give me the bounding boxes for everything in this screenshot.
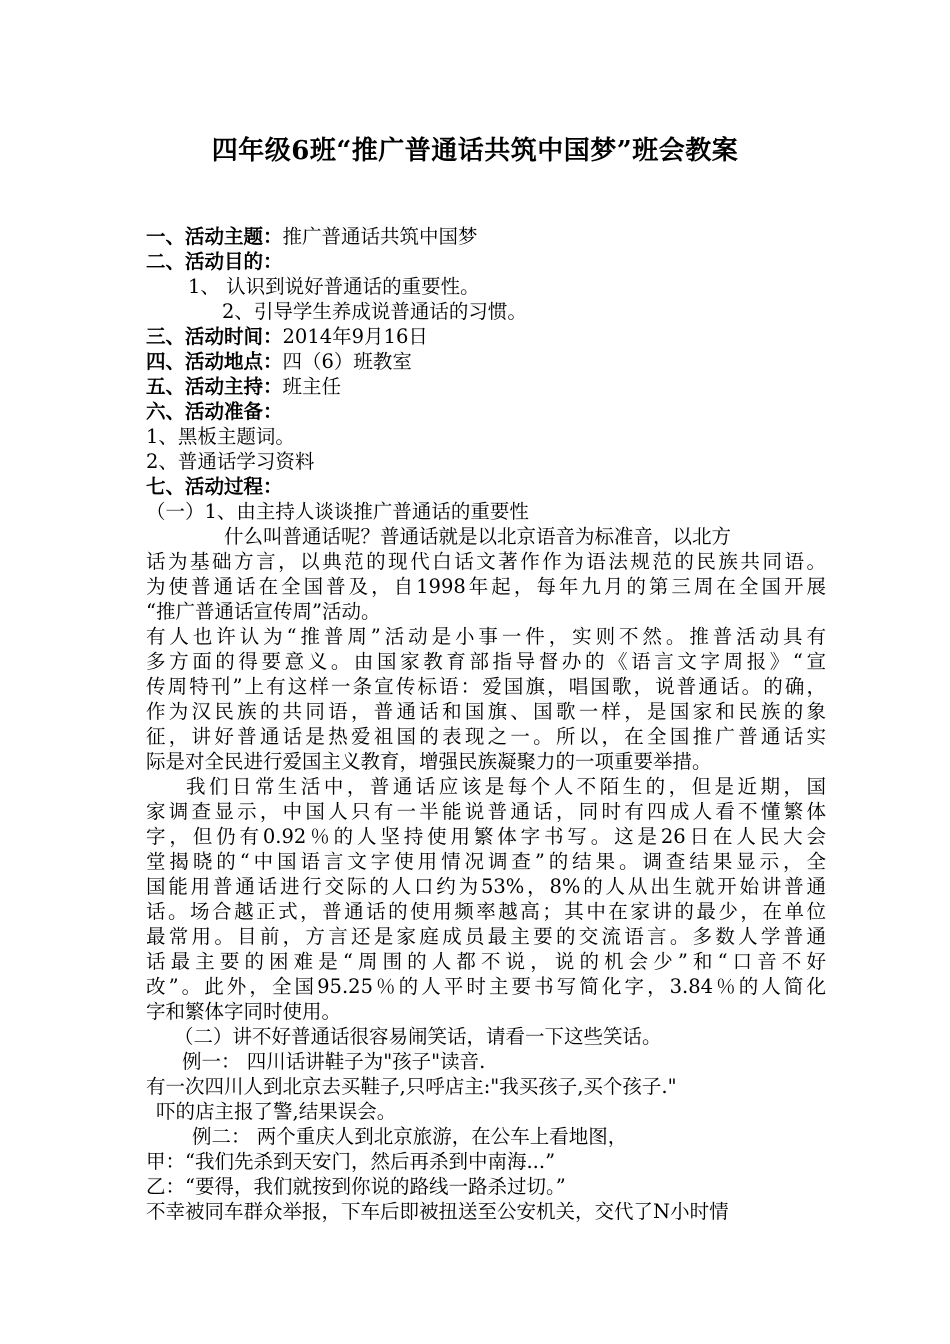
- section-theme: [146, 224, 826, 249]
- paragraph-line: 字，但仍有0.92％的人坚持使用繁体字书写。这是26日在人民大会: [146, 825, 826, 848]
- section-location: [146, 349, 826, 374]
- section-host: [146, 374, 826, 399]
- process-part1-heading: （一）1、由主持人谈谈推广普通话的重要性: [146, 500, 529, 523]
- purpose-item: 1、 认识到说好普通话的重要性。: [188, 275, 480, 298]
- paragraph-line: 最常用。目前，方言还是家庭成员最主要的交流语言。多数人学普通: [146, 925, 826, 948]
- example-heading: 例二： 两个重庆人到北京旅游，在公车上看地图，: [192, 1125, 628, 1148]
- example-line: 有一次四川人到北京去买鞋子,只呼店主:"我买孩子,买个孩子.": [146, 1075, 677, 1098]
- section-label: 四、活动地点：: [146, 350, 283, 373]
- paragraph-line: 多方面的得要意义。由国家教育部指导督办的《语言文字周报》“宣: [146, 650, 826, 673]
- preparation-item: 2、普通话学习资料: [146, 450, 315, 473]
- paragraph-line: 话为基础方言，以典范的现代白话文著作作为语法规范的民族共同语。: [146, 550, 826, 573]
- paragraph-line: 国能用普通话进行交际的人口约为53%，8%的人从出生就开始讲普通: [146, 875, 826, 898]
- document-title: 四年级6班“推广普通话共筑中国梦”班会教案: [211, 136, 739, 166]
- paragraph-line: 征，讲好普通话是热爱祖国的表现之一。所以，在全国推广普通话实: [146, 725, 826, 748]
- paragraph-line: “推广普通话宣传周”活动。: [146, 600, 381, 623]
- paragraph-line: 作为汉民族的共同语，普通话和国旗、国歌一样，是国家和民族的象: [146, 700, 826, 723]
- example-line: 甲：“我们先杀到天安门，然后再杀到中南海...”: [146, 1150, 556, 1173]
- section-label: 一、活动主题：: [146, 225, 283, 248]
- section-preparation: [146, 399, 826, 424]
- purpose-item: 2、引导学生养成说普通话的习惯。: [222, 300, 527, 323]
- section-value: 推广普通话共筑中国梦: [282, 225, 478, 248]
- section-label: 六、活动准备：: [146, 400, 283, 423]
- section-label: 七、活动过程：: [146, 475, 283, 498]
- section-time: [146, 324, 826, 349]
- section-value: 四（6）班教室: [282, 350, 412, 373]
- paragraph-line: 际是对全民进行爱国主义教育，增强民族凝聚力的一项重要举措。: [146, 750, 712, 773]
- section-value: 班主任: [282, 375, 342, 398]
- example-line: 吓的店主报了警,结果误会。: [156, 1100, 397, 1123]
- section-purpose: [146, 249, 826, 274]
- example-line: 不幸被同车群众举报，下车后即被扭送至公安机关，交代了N小时情: [146, 1200, 729, 1223]
- section-label: 五、活动主持：: [146, 375, 283, 398]
- document-body: [146, 224, 826, 1224]
- paragraph-line: 堂揭晓的“中国语言文字使用情况调查”的结果。调查结果显示，全: [146, 850, 826, 873]
- paragraph-line: 家调查显示，中国人只有一半能说普通话，同时有四成人看不懂繁体: [146, 800, 826, 823]
- process-part2-heading: （二）讲不好普通话很容易闹笑话，请看一下这些笑话。: [174, 1025, 662, 1048]
- section-label: 二、活动目的：: [146, 250, 283, 273]
- paragraph-line: 什么叫普通话呢？普通话就是以北京语音为标准音，以北方: [224, 525, 732, 548]
- paragraph-line: 话。场合越正式，普通话的使用频率越高；其中在家讲的最少，在单位: [146, 900, 826, 923]
- paragraph-line: 为使普通话在全国普及，自1998年起，每年九月的第三周在全国开展: [146, 575, 826, 598]
- preparation-item: 1、黑板主题词。: [146, 425, 295, 448]
- paragraph-line: 字和繁体字同时使用。: [146, 1000, 342, 1023]
- paragraph-line: 我们日常生活中，普通话应该是每个人不陌生的，但是近期，国: [186, 775, 826, 798]
- paragraph-line: 传周特刊”上有这样一条宣传标语：爱国旗，唱国歌，说普通话。的确，: [146, 675, 826, 698]
- section-process: [146, 474, 826, 499]
- paragraph-line: 改”。此外，全国95.25％的人平时主要书写简化字，3.84％的人简化: [146, 975, 826, 998]
- section-value: 2014年9月16日: [282, 325, 428, 348]
- paragraph-line: 有人也许认为“推普周”活动是小事一件，实则不然。推普活动具有: [146, 625, 826, 648]
- example-heading: 例一： 四川话讲鞋子为"孩子"读音.: [182, 1050, 486, 1073]
- example-line: 乙：“要得，我们就按到你说的路线一路杀过切。”: [146, 1175, 566, 1198]
- section-label: 三、活动时间：: [146, 325, 283, 348]
- paragraph-line: 话最主要的困难是“周围的人都不说，说的机会少”和“口音不好: [146, 950, 826, 973]
